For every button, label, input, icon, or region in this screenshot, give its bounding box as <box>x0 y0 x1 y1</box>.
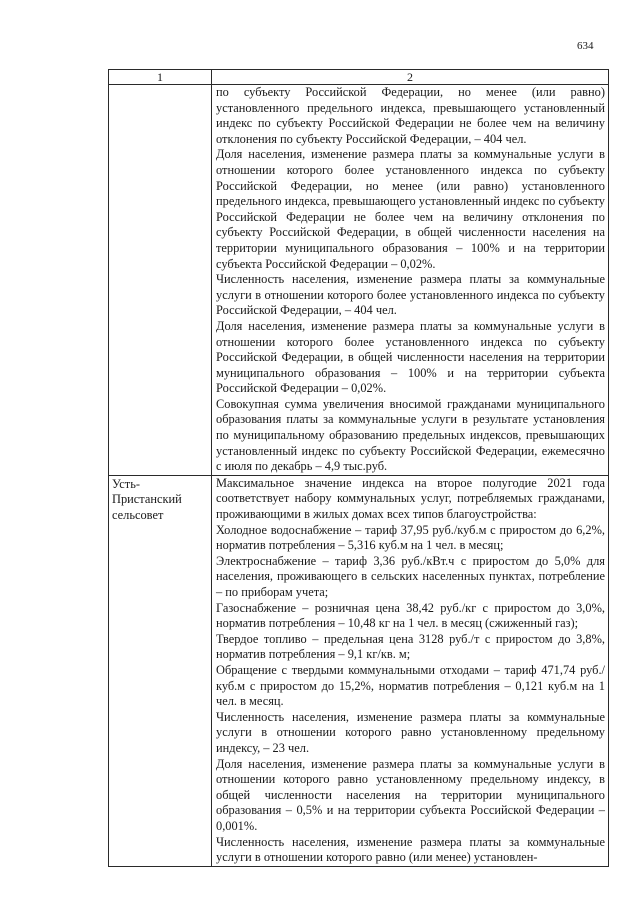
paragraph: Численность населения, изменение размера платы за коммунальные услуги в отношении которого равно (или менее) установлен- <box>216 834 605 865</box>
paragraph: по субъекту Российской Федерации, но менее (или равно) установленного предельного индекса, превышающего установленный индекс по субъекту Российской Федерации не более чем на величину отклонения по субъекту Российской Федерации, – 404 чел. <box>216 85 605 146</box>
table-header-row <box>109 70 609 85</box>
paragraph: Доля населения, изменение размера платы за коммунальные услуги в отношении которого более установленного индекса по субъекту Российской Федерации, в общей численности населения на территории муниципального образования – 100% и на территории субъекта Российской Федерации – 0,02%. <box>216 318 605 396</box>
table-row <box>109 85 609 476</box>
paragraph: Доля населения, изменение размера платы за коммунальные услуги в отношении которого более установленного индекса по субъекту Российской Федерации, но менее (или равно) установленного предельного индекса, превышающего установленный индекс по субъекту Российской Федерации не более чем на величину отклонения по субъекту Российской Федерации, в общей численности населения на территории муниципального образования – 100% и на территории субъекта Российской Федерации – 0,02%. <box>216 147 605 271</box>
paragraph: Численность населения, изменение размера платы за коммунальные услуги в отношении которого более установленного индекса по субъекту Российской Федерации, – 404 чел. <box>216 272 605 318</box>
page-number: 634 <box>577 40 594 52</box>
paragraph: Электроснабжение – тариф 3,36 руб./кВт.ч с приростом до 5,0% для населения, проживающего в сельских населенных пунктах, потребление – по приборам учета; <box>216 553 605 599</box>
municipality-name: Усть-Пристанский сельсовет <box>109 475 212 866</box>
column-header-1: 1 <box>109 70 212 85</box>
paragraph: Максимальное значение индекса на второе полугодие 2021 года соответствует набору коммунальных услуг, потребляемых гражданами, проживающими в жилых домах всех типов благоустройства: <box>216 475 605 522</box>
paragraph: Холодное водоснабжение – тариф 37,95 руб./куб.м с приростом до 6,2%, норматив потребления – 5,316 куб.м на 1 чел. в месяц; <box>216 522 605 553</box>
row-description <box>212 85 609 476</box>
paragraph: Доля населения, изменение размера платы за коммунальные услуги в отношении которого равно установленному предельному индексу, в общей численности населения на территории муниципального образования – 0,5% и на территории субъекта Российской Федерации – 0,001%. <box>216 756 605 833</box>
paragraph: Газоснабжение – розничная цена 38,42 руб./кг с приростом до 3,0%, норматив потребления – 10,48 кг на 1 чел. в месяц (сжиженный газ); <box>216 600 605 631</box>
column-header-2: 2 <box>212 70 609 85</box>
paragraph: Обращение с твердыми коммунальными отходами – тариф 471,74 руб./куб.м с приростом до 15,2%, норматив потребления – 0,121 куб.м на 1 чел. в месяц. <box>216 662 605 709</box>
paragraph: Совокупная сумма увеличения вносимой гражданами муниципального образования платы за коммунальные услуги в результате установления по муниципальному образованию предельных индексов, превышающих установленный индекс по субъекту Российской Федерации, ежемесячно с июля по декабрь – 4,9 тыс.руб. <box>216 396 605 474</box>
table-row <box>109 475 609 866</box>
paragraph: Численность населения, изменение размера платы за коммунальные услуги в отношении которого равно установленному предельному индексу, – 23 чел. <box>216 709 605 755</box>
municipality-name <box>109 85 212 476</box>
paragraph: Твердое топливо – предельная цена 3128 руб./т с приростом до 3,8%, норматив потребления – 9,1 кг/кв. м; <box>216 631 605 662</box>
row-description <box>212 475 609 866</box>
document-table <box>108 69 609 867</box>
